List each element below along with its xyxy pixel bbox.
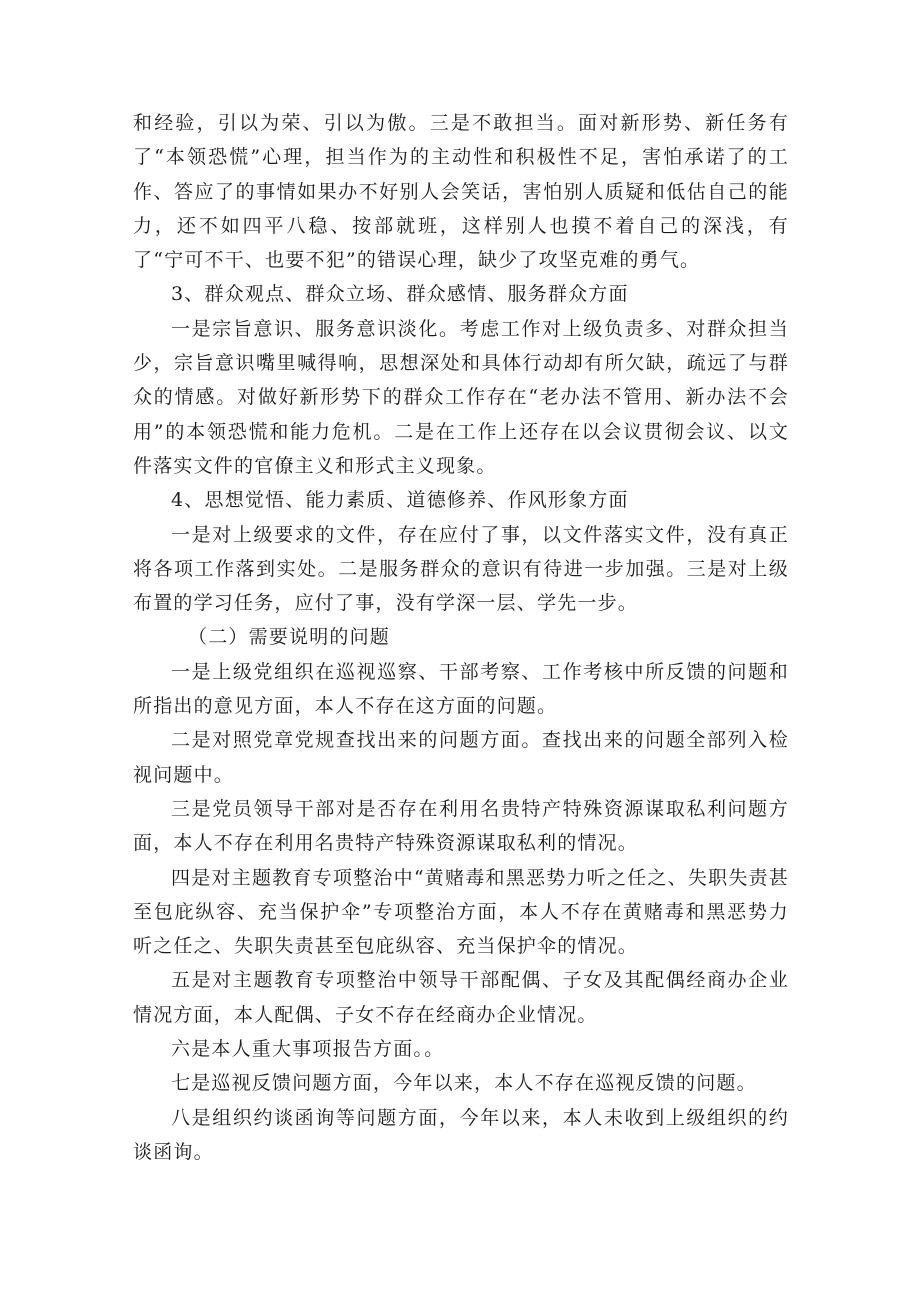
paragraph: 四是对主题教育专项整治中“黄赌毒和黑恶势力听之任之、失职失责甚至包庇纵容、充当保护伞”专项整治方面，本人不存在黄赌毒和黑恶势力听之任之、失职失责甚至包庇纵容、充当保护伞的情况。	[133, 866, 789, 958]
paragraph: 七是巡视反馈问题方面，今年以来，本人不存在巡视反馈的问题。	[171, 1072, 757, 1095]
paragraph: 六是本人重大事项报告方面。。	[171, 1038, 445, 1061]
paragraph: 五是对主题教育专项整治中领导干部配偶、子女及其配偶经商办企业情况方面，本人配偶、子女不存在经商办企业情况。	[133, 969, 789, 1026]
paragraph: 八是组织约谈函询等问题方面，今年以来，本人未收到上级组织的约谈函询。	[133, 1106, 789, 1163]
paragraph: 三是党员领导干部对是否存在利用名贵特产特殊资源谋取私利问题方面，本人不存在利用名贵特产特殊资源谋取私利的情况。	[133, 797, 789, 855]
paragraph: 一是上级党组织在巡视巡察、干部考察、工作考核中所反馈的问题和所指出的意见方面，本人不存在这方面的问题。	[133, 660, 789, 718]
document-body	[133, 106, 789, 1169]
paragraph: 一是宗旨意识、服务意识淡化。考虑工作对上级负责多、对群众担当少，宗旨意识嘴里喊得响，思想深处和具体行动却有所欠缺，疏远了与群众的情感。对做好新形势下的群众工作存在“老办法不管用、新办法不会用”的本领恐慌和能力危机。二是在工作上还存在以会议贯彻会议、以文件落实文件的官僚主义和形式主义现象。	[133, 317, 789, 477]
paragraph: 二是对照党章党规查找出来的问题方面。查找出来的问题全部列入检视问题中。	[133, 729, 789, 786]
section-heading-3: 3、群众观点、群众立场、群众感情、服务群众方面	[171, 283, 629, 306]
section-heading-4: 4、思想觉悟、能力素质、道德修养、作风形象方面	[171, 489, 629, 512]
paragraph-continuation: 和经验，引以为荣、引以为傲。三是不敢担当。面对新形势、新任务有了“本领恐慌”心理，担当作为的主动性和积极性不足，害怕承诺了的工作、答应了的事情如果办不好别人会笑话，害怕别人质疑和低估自己的能力，还不如四平八稳、按部就班，这样别人也摸不着自己的深浅，有了“宁可不干、也要不犯”的错误心理，缺少了攻坚克难的勇气。	[133, 112, 789, 272]
subsection-heading: （二）需要说明的问题	[188, 626, 391, 649]
paragraph: 一是对上级要求的文件，存在应付了事，以文件落实文件，没有真正将各项工作落到实处。二是服务群众的意识有待进一步加强。三是对上级布置的学习任务，应付了事，没有学深一层、学先一步。	[133, 523, 789, 615]
